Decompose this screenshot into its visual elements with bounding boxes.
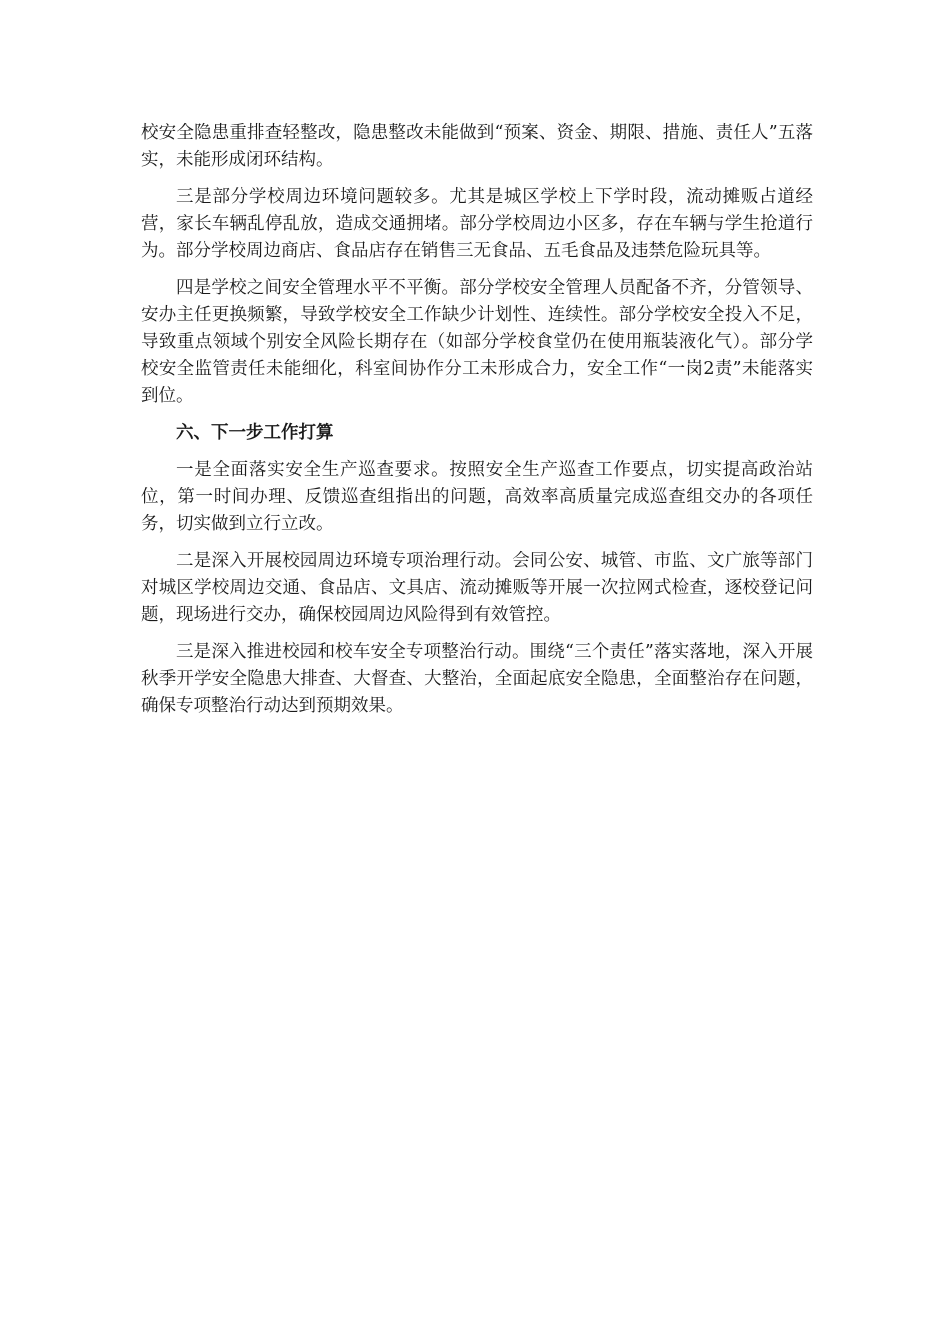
- paragraph-surroundings-issue: 三是部分学校周边环境问题较多。尤其是城区学校上下学时段，流动摊贩占道经营，家长车辆乱停乱放，造成交通拥堵。部分学校周边小区多，存在车辆与学生抢道行为。部分学校周边商店、食品店存在销售三无食品、五毛食品及违禁危险玩具等。: [141, 187, 813, 261]
- paragraph-management-imbalance: 四是学校之间安全管理水平不平衡。部分学校安全管理人员配备不齐，分管领导、安办主任更换频繁，导致学校安全工作缺少计划性、连续性。部分学校安全投入不足，导致重点领域个别安全风险长期存在（如部分学校食堂仍在使用瓶装液化气）。部分学校安全监管责任未能细化，科室间协作分工未形成合力，安全工作“一岗2责”未能落实到位。: [141, 278, 813, 406]
- paragraph-continued: 校安全隐患重排查轻整改，隐患整改未能做到“预案、资金、期限、措施、责任人”五落实，未能形成闭环结构。: [141, 123, 813, 170]
- paragraph-plan-1: 一是全面落实安全生产巡查要求。按照安全生产巡查工作要点，切实提高政治站位，第一时间办理、反馈巡查组指出的问题，高效率高质量完成巡查组交办的各项任务，切实做到立行立改。: [141, 460, 813, 534]
- section-heading: 六、下一步工作打算: [176, 423, 334, 443]
- document-page: [141, 120, 813, 730]
- paragraph-plan-3: 三是深入推进校园和校车安全专项整治行动。围绕“三个责任”落实落地，深入开展秋季开学安全隐患大排查、大督查、大整治，全面起底安全隐患，全面整治存在问题，确保专项整治行动达到预期效果。: [141, 642, 813, 716]
- paragraph-plan-2: 二是深入开展校园周边环境专项治理行动。会同公安、城管、市监、文广旅等部门对城区学校周边交通、食品店、文具店、流动摊贩等开展一次拉网式检查，逐校登记问题，现场进行交办，确保校园周边风险得到有效管控。: [141, 551, 813, 625]
